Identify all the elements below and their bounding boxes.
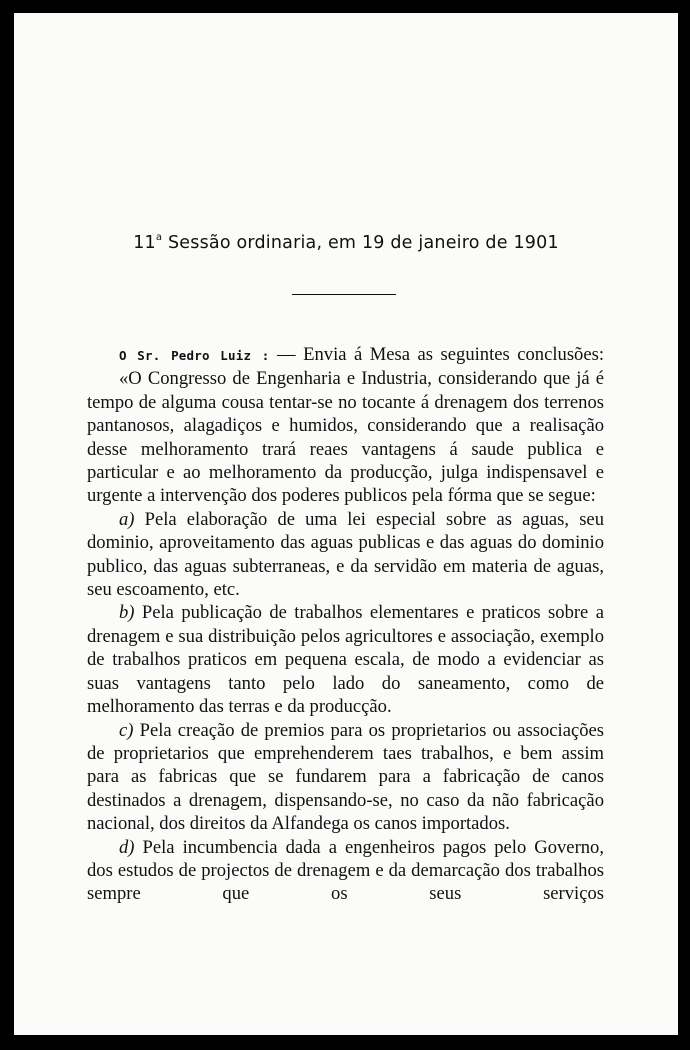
paragraph-c	[87, 719, 604, 836]
item-text-c: Pela creação de premios para os proprietarios ou associações de proprietarios que emprehenderem taes trabalhos, e bem assim para as fabricas que se fundarem para a fabricação de canos destinados a drenagem, dispensando-se, no caso da não fabricação nacional, dos direitos da Alfandega os canos importados.	[87, 719, 604, 835]
item-letter-a: a)	[119, 508, 135, 530]
session-title: Sessão ordinaria, em 19 de janeiro de 1901	[162, 233, 559, 253]
paragraph-d	[87, 836, 604, 906]
item-letter-b: b)	[119, 602, 135, 624]
paragraph-b	[87, 601, 604, 718]
speaker-intro: — Envia á Mesa as seguintes conclusões:	[269, 344, 605, 365]
item-letter-c: c)	[119, 719, 134, 741]
session-heading	[14, 232, 678, 253]
document-body	[87, 343, 604, 906]
heading-divider	[292, 294, 396, 295]
session-number: 11	[133, 233, 156, 253]
speaker-paragraph	[87, 343, 604, 367]
document-page	[14, 13, 678, 1035]
item-text-b: Pela publicação de trabalhos elementares e praticos sobre a drenagem e sua distribuição pelos agricultores e associação, exemplo de trabalhos praticos em pequena escala, de modo a evidenciar as suas vantagens tanto pelo lado do saneamento, como de melhoramento das terras e da producção.	[87, 602, 604, 718]
item-letter-d: d)	[119, 836, 135, 858]
item-text-d: Pela incumbencia dada a engenheiros pagos pelo Governo, dos estudos de projectos de drenagem e da demarcação dos trabalhos sempre que os seus serviços	[87, 836, 604, 905]
speaker-name: O Sr. Pedro Luiz :	[119, 348, 270, 363]
session-ordinal: a	[155, 232, 163, 243]
item-text-a: Pela elaboração de uma lei especial sobre as aguas, seu dominio, aproveitamento das aguas publicas e das aguas do dominio publico, das aguas subterraneas, e da servidão em materia de aguas, seu escoamento, etc.	[87, 508, 604, 601]
paragraph-congress: «O Congresso de Engenharia e Industria, considerando que já é tempo de alguma cousa tentar-se no tocante á drenagem dos terrenos pantanosos, alagadiços e humidos, considerando que a realisação desse melhoramento trará reaes vantagens á saude publica e particular e ao melhoramento da producção, julga indispensavel e urgente a intervenção dos poderes publicos pela fórma que se segue:	[87, 368, 604, 507]
paragraph-a	[87, 508, 604, 602]
